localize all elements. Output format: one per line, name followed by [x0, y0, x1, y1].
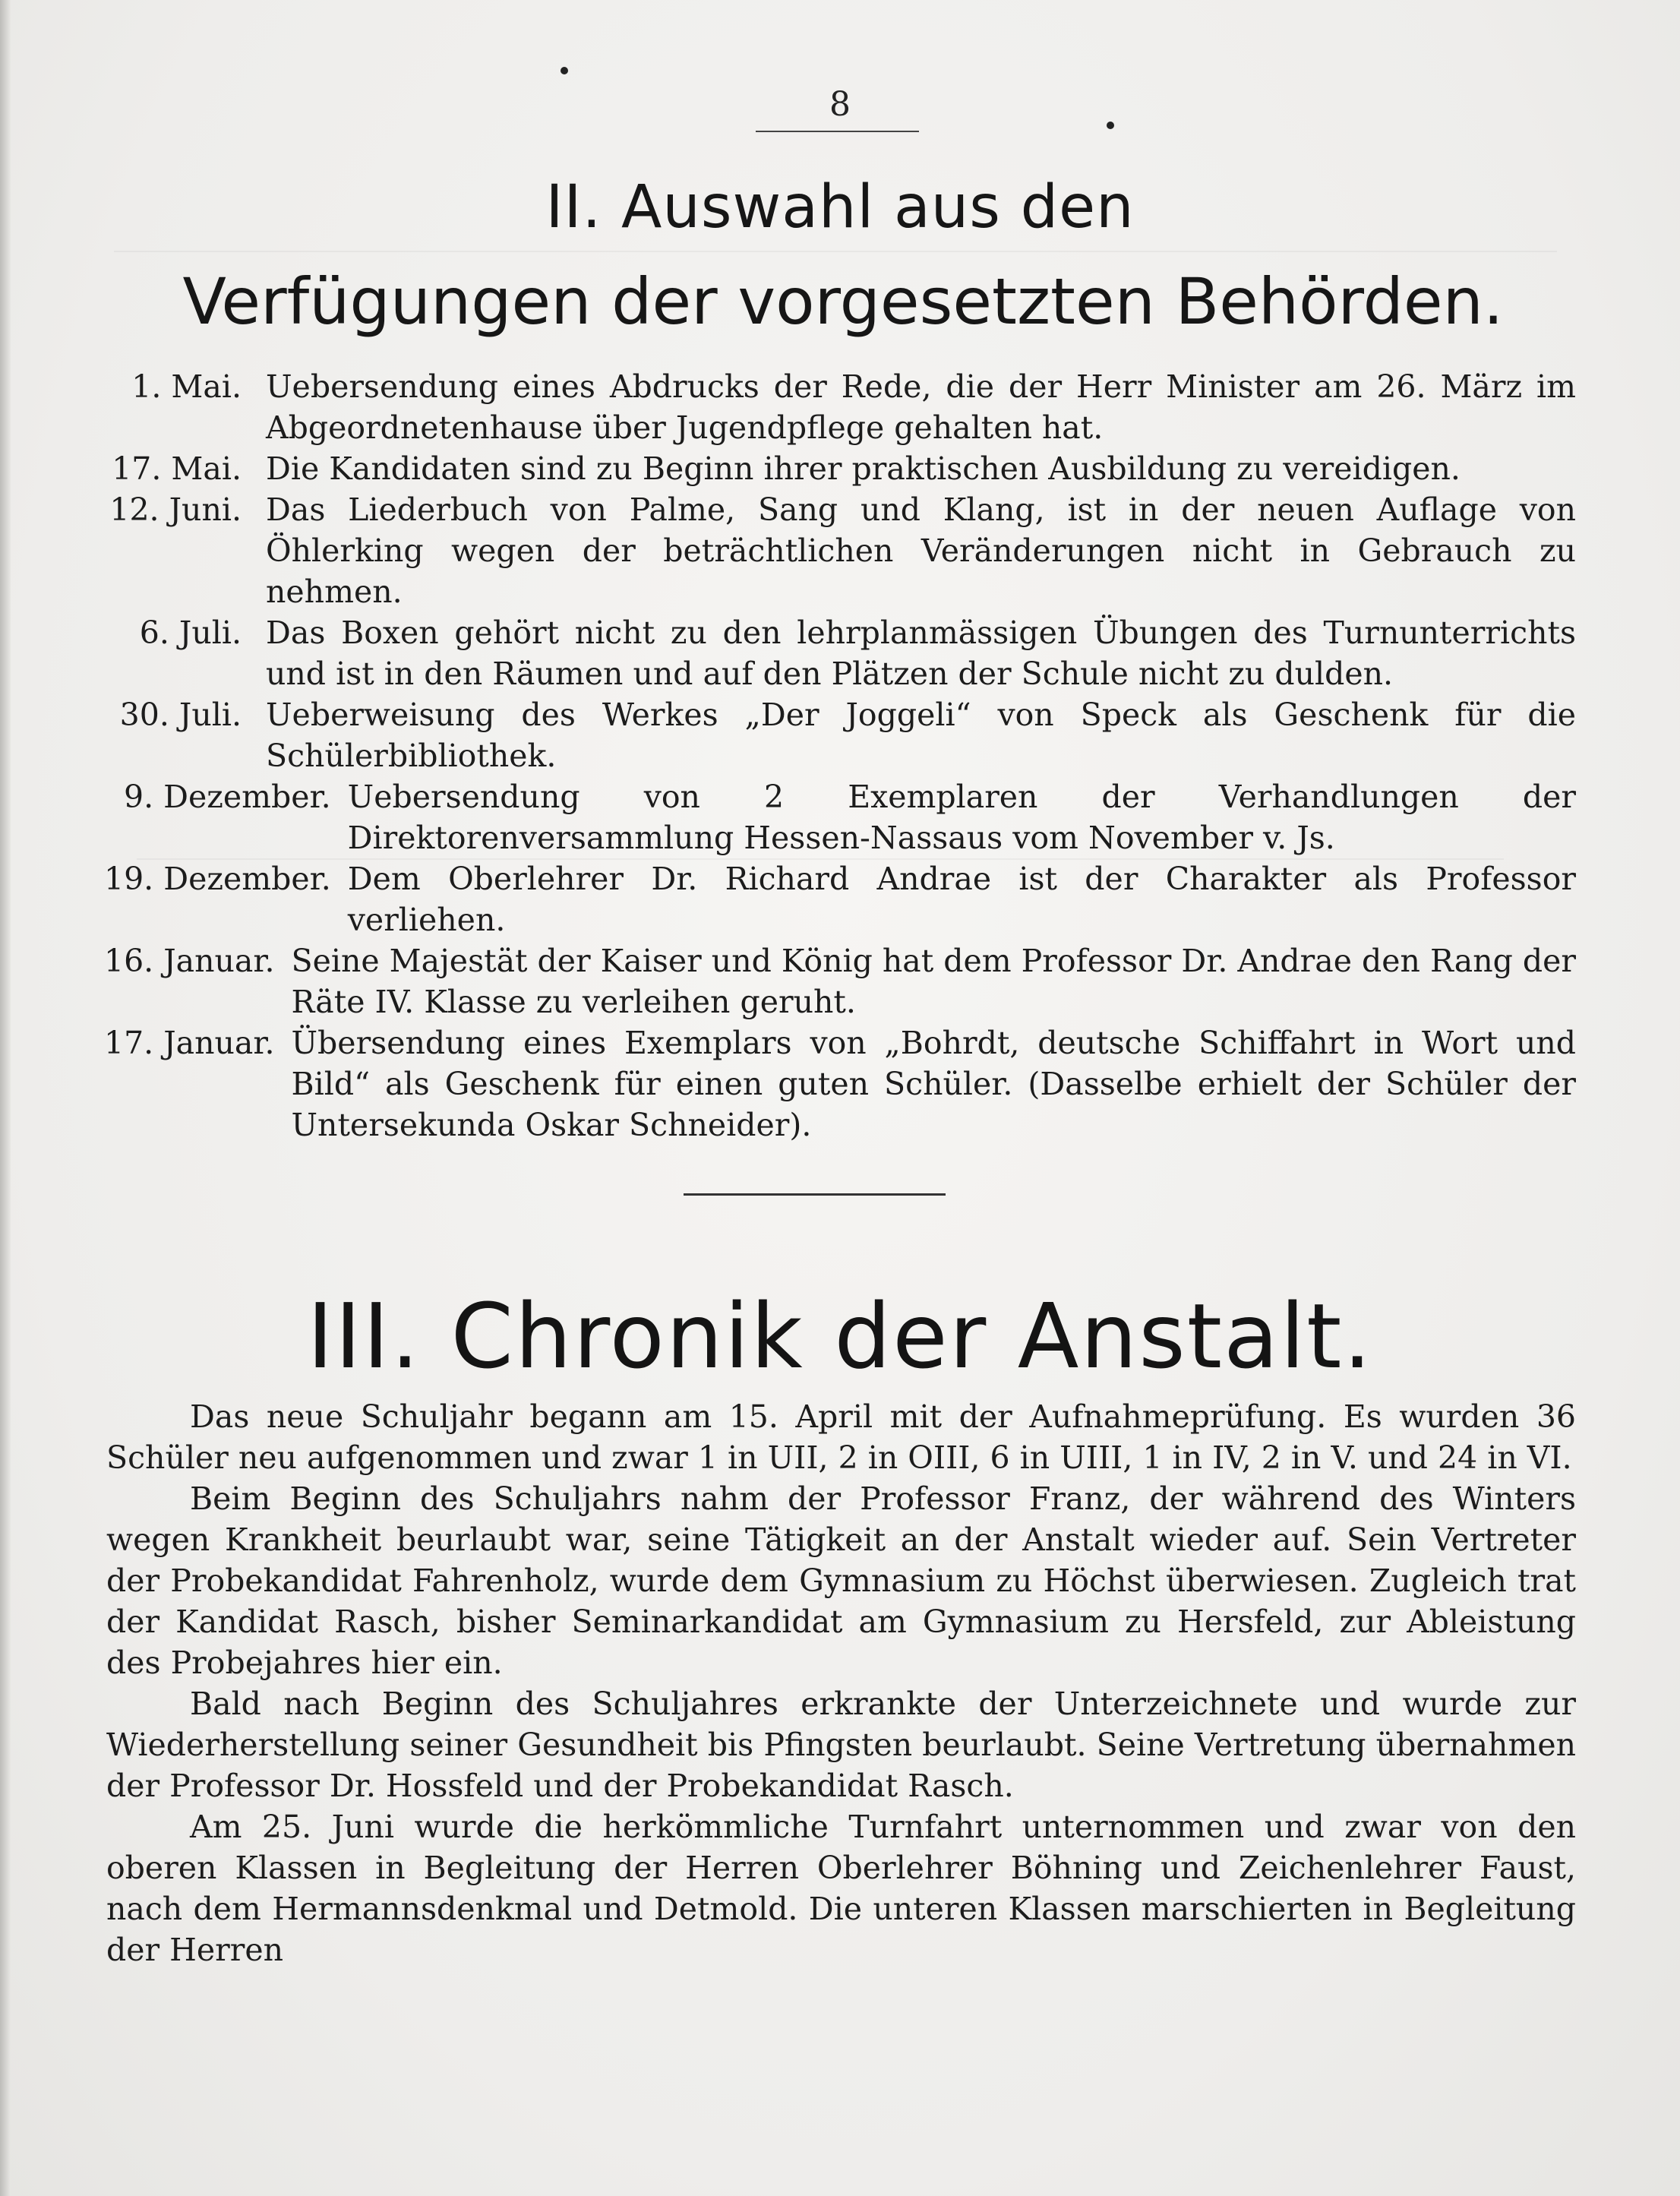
decree-text: Das Boxen gehört nicht zu den lehrplanmässigen Übungen des Turnunterrichts und ist in den Räumen und auf den Plätzen der Schule nicht zu dulden.: [266, 615, 1576, 692]
decree-entry: [103, 858, 1576, 940]
decree-date: 12. Juni.: [109, 491, 242, 528]
decree-entry: [103, 940, 1576, 1022]
decree-entry: [103, 612, 1576, 694]
decree-date: 16. Januar.: [104, 943, 275, 979]
section2-heading-line1: II. Auswahl aus den: [545, 173, 1135, 242]
decree-list: [103, 366, 1576, 1145]
decree-date: 9. Dezember.: [124, 779, 331, 815]
decree-entry: [103, 1022, 1576, 1145]
decree-text: Ueberweisung des Werkes „Der Joggeli“ von Speck als Geschenk für die Schülerbibliothek.: [266, 697, 1576, 774]
section3-heading: III. Chronik der Anstalt.: [307, 1284, 1373, 1389]
decree-date: 17. Mai.: [112, 450, 242, 487]
section-divider-rule: [684, 1193, 946, 1196]
decree-entry: [103, 448, 1576, 489]
decree-date: 17. Januar.: [104, 1025, 275, 1061]
chronicle-paragraph: Bald nach Beginn des Schuljahres erkrankte der Unterzeichnete und wurde zur Wiederherstellung seiner Gesundheit bis Pfingsten beurlaubt. Seine Vertretung übernahmen der Professor Dr. Hossfeld und der Probekandidat Rasch.: [106, 1686, 1576, 1804]
decree-text: Uebersendung von 2 Exemplaren der Verhandlungen der Direktorenversammlung Hessen-Nassaus vom November v. Js.: [347, 779, 1576, 856]
section2-heading-line2: Verfügungen der vorgesetzten Behörden.: [182, 264, 1504, 339]
page-edge-shadow: [0, 0, 11, 2196]
chronicle-paragraph: Das neue Schuljahr begann am 15. April mit der Aufnahmeprüfung. Es wurden 36 Schüler neu aufgenommen und zwar 1 in UII, 2 in OIII, 6 in UIII, 1 in IV, 2 in V. und 24 in VI.: [106, 1398, 1576, 1476]
page-number-rule: [756, 131, 919, 132]
decree-date: 19. Dezember.: [104, 861, 331, 897]
decree-text: Seine Majestät der Kaiser und König hat dem Professor Dr. Andrae den Rang der Räte IV. Klasse zu verleihen geruht.: [291, 943, 1577, 1020]
decree-text: Übersendung eines Exemplars von „Bohrdt, deutsche Schiffahrt in Wort und Bild“ als Geschenk für einen guten Schüler. (Dasselbe erhielt der Schüler der Untersekunda Oskar Schneider).: [291, 1025, 1576, 1143]
decree-text: Die Kandidaten sind zu Beginn ihrer praktischen Ausbildung zu vereidigen.: [266, 450, 1461, 487]
decree-date: 6. Juli.: [139, 615, 242, 651]
print-speck: [561, 67, 568, 74]
decree-date: 1. Mai.: [131, 368, 242, 405]
decree-date: 30. Juli.: [119, 697, 242, 733]
page-number: 8: [829, 85, 851, 124]
decree-text: Uebersendung eines Abdrucks der Rede, die der Herr Minister am 26. März im Abgeordnetenhause über Jugendpflege gehalten hat.: [266, 368, 1576, 446]
chronicle-body: [106, 1396, 1576, 1970]
chronicle-paragraph: Am 25. Juni wurde die herkömmliche Turnfahrt unternommen und zwar von den oberen Klassen in Begleitung der Herren Oberlehrer Böhning und Zeichenlehrer Faust, nach dem Hermannsdenkmal und Detmold. Die unteren Klassen marschierten in Begleitung der Herren: [106, 1809, 1576, 1968]
decree-entry: [103, 776, 1576, 858]
print-speck: [1107, 122, 1114, 129]
chronicle-paragraph: Beim Beginn des Schuljahrs nahm der Professor Franz, der während des Winters wegen Krankheit beurlaubt war, seine Tätigkeit an der Anstalt wieder auf. Sein Vertreter der Probekandidat Fahrenholz, wurde dem Gymnasium zu Höchst überwiesen. Zugleich trat der Kandidat Rasch, bisher Seminarkandidat am Gymnasium zu Hersfeld, zur Ableistung des Probejahres hier ein.: [106, 1480, 1576, 1681]
decree-entry: [103, 489, 1576, 612]
decree-text: Dem Oberlehrer Dr. Richard Andrae ist der Charakter als Professor verliehen.: [347, 861, 1576, 938]
decree-text: Das Liederbuch von Palme, Sang und Klang, ist in der neuen Auflage von Öhlerking wegen der beträchtlichen Veränderungen nicht in Gebrauch zu nehmen.: [266, 491, 1576, 610]
decree-entry: [103, 366, 1576, 448]
decree-entry: [103, 694, 1576, 776]
